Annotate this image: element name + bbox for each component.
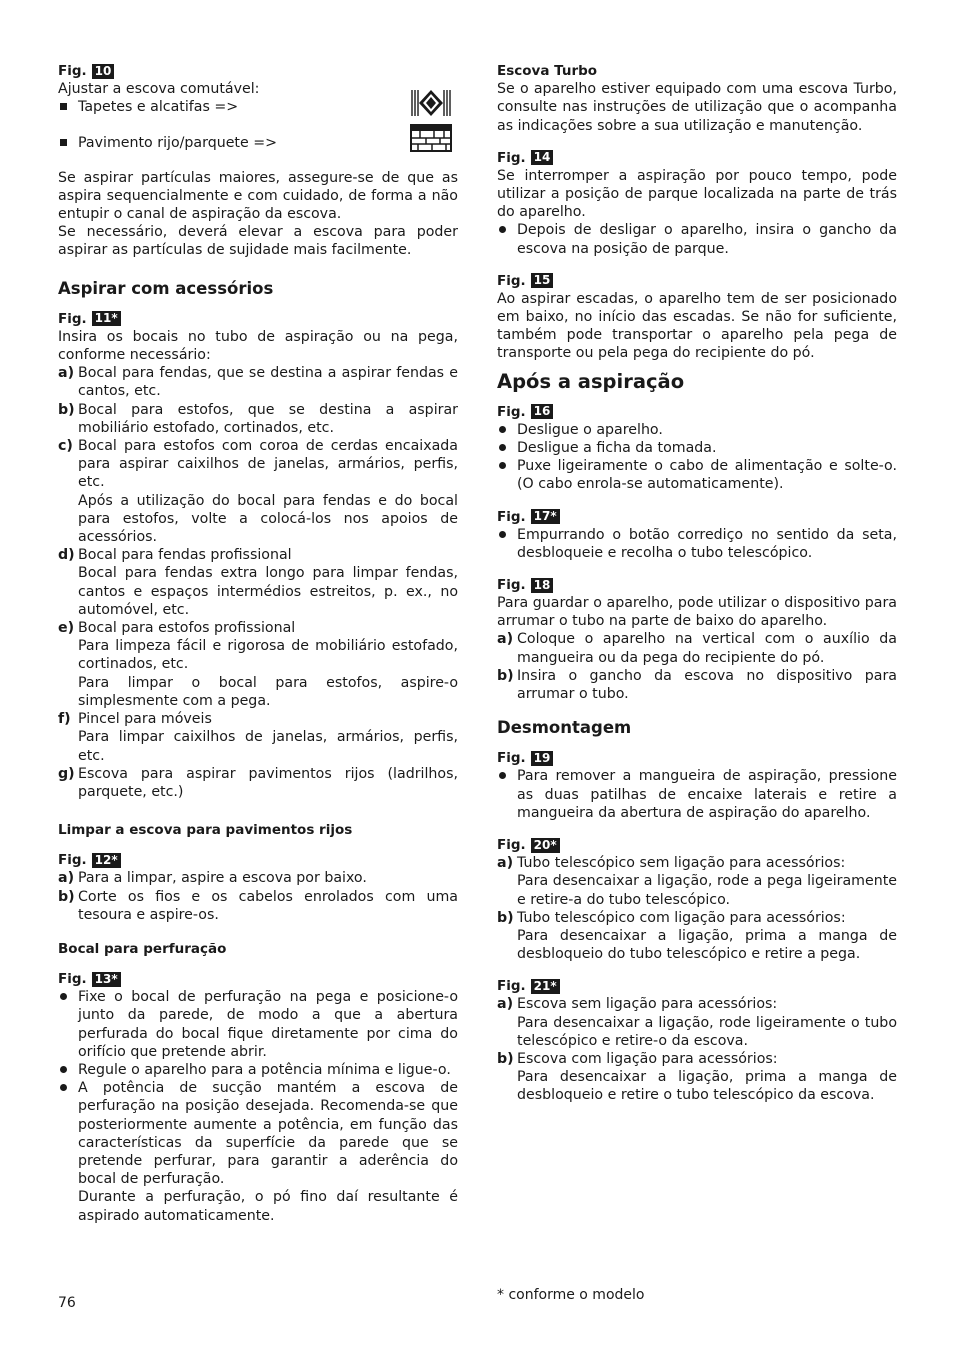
list-item: b) Insira o gancho da escova no dispositivo para arrumar o tubo. [497, 667, 897, 703]
bullet-icon [499, 772, 506, 779]
heading-clean-brush: Limpar a escova para pavimentos rijos [58, 822, 353, 839]
fig-16-label: Fig. 16 [497, 403, 897, 421]
fig-13-label: Fig. 13* [58, 970, 458, 988]
carpet-item: Tapetes e alcatifas => [58, 98, 458, 116]
fig-20-label: Fig. 20* [497, 836, 897, 854]
fig-15-label: Fig. 15 [497, 272, 897, 290]
list-item: b) Tubo telescópico com ligação para acessórios: Para desencaixar a ligação, prima a manga de desbloqueio do tubo telescópico e retire a pega. [497, 909, 897, 963]
list-item: Depois de desligar o aparelho, insira o gancho da escova na posição de parque. [497, 221, 897, 257]
accessories-intro: Insira os bocais no tubo de aspiração ou na pega, conforme necessário: [58, 328, 458, 364]
heading-turbo-brush: Escova Turbo [497, 63, 598, 79]
bullet-icon [499, 226, 506, 233]
stairs-text: Ao aspirar escadas, o aparelho tem de ser posicionado em baixo, no início das escadas. Se não for suficiente, também pode transportar o aparelho pela pega de transporte ou pela pega do recipiente do pó. [497, 290, 897, 362]
accessories-list [58, 364, 458, 801]
list-item: a) Escova sem ligação para acessórios: Para desencaixar a ligação, rode ligeiramente o tubo telescópico e retire-o da escova. [497, 996, 897, 1049]
bullet-icon [499, 531, 506, 538]
list-item: A potência de sucção mantém a escova de perfuração na posição desejada. Recomenda-se que posteriormente aumente a potência, em função das características da superfície da parede que se pretende perfurar, para garantir a aderência do bocal de perfuração. Durante a perfuração, o pó fino daí resultante é aspirado automaticamente. [58, 1079, 458, 1225]
list-item: a) Bocal para fendas, que se destina a aspirar fendas e cantos, etc. [58, 365, 458, 400]
list-item: Fixe o bocal de perfuração na pega e posicione-o junto da parede, de modo a que a abertura perfurada do bocal fique diretamente por cima do orifício que pretende abrir. [58, 988, 458, 1061]
brush-intro: Ajustar a escova comutável: [58, 81, 260, 97]
heading-accessories: Aspirar com acessórios [58, 278, 274, 298]
heading-disassembly: Desmontagem [497, 718, 632, 738]
list-item: a) Coloque o aparelho na vertical com o auxílio da mangueira ou da pega do recipiente do pó. [497, 631, 897, 666]
list-item: f) Pincel para móveis Para limpar caixilhos de janelas, armários, perfis, etc. [58, 711, 458, 764]
list-item: Para remover a mangueira de aspiração, pressione as duas patilhas de encaixe laterais e retire a mangueira da abertura de aspiração do aparelho. [497, 767, 897, 822]
list-item: Regule o aparelho para a potência mínima e ligue-o. [58, 1061, 458, 1079]
carpet-mode-icon [410, 88, 452, 118]
list-item: b) Escova com ligação para acessórios: Para desencaixar a ligação, prima a manga de desbloqueio e retire o tubo telescópico da escova. [497, 1050, 897, 1104]
fig-19-label: Fig. 19 [497, 749, 897, 767]
bullet-icon [499, 444, 506, 451]
list-item: Puxe ligeiramente o cabo de alimentação e solte-o. (O cabo enrola-se automaticamente). [497, 457, 897, 493]
raise-brush-text: Se necessário, deverá elevar a escova para poder aspirar as partículas de sujidade mais facilmente. [58, 224, 458, 259]
bullet-icon [60, 1084, 67, 1091]
heading-after-vacuuming: Após a aspiração [497, 369, 685, 393]
fig-17-label: Fig. 17* [497, 508, 897, 526]
fig-11-label: Fig. 11* [58, 310, 458, 328]
park-text: Se interromper a aspiração por pouco tempo, pode utilizar a posição de parque localizada na parte de trás do aparelho. [497, 167, 897, 221]
store-text: Para guardar o aparelho, pode utilizar o dispositivo para arrumar o tubo na parte de baixo do aparelho. [497, 595, 897, 630]
list-item: c) Bocal para estofos com coroa de cerdas encaixada para aspirar caixilhos de janelas, armários, perfis, etc. Após a utilização do bocal para fendas e do bocal para estofos, volte a colocá-los nos apoios de acessórios. [58, 438, 458, 546]
model-footnote: * conforme o modelo [497, 1287, 645, 1303]
fig-21-label: Fig. 21* [497, 977, 897, 995]
bullet-icon [499, 462, 506, 469]
hardfloor-item: Pavimento rijo/parquete => [58, 134, 458, 152]
left-column [58, 62, 458, 1225]
list-item: g) Escova para aspirar pavimentos rijos (ladrilhos, parquete, etc.) [58, 765, 458, 800]
fig-12-label: Fig. 12* [58, 851, 458, 869]
right-column [497, 62, 897, 1105]
bullet-icon [60, 993, 67, 1000]
large-particles-text: Se aspirar partículas maiores, assegure-se de que as aspira sequencialmente e com cuidado, de forma a não entupir o canal de aspiração da escova. [58, 169, 458, 223]
list-item: b) Corte os fios e os cabelos enrolados com uma tesoura e aspire-os. [58, 888, 458, 923]
bullet-icon [499, 426, 506, 433]
list-item: Empurrando o botão corrediço no sentido da seta, desbloqueie e recolha o tubo telescópico. [497, 526, 897, 562]
square-bullet-icon [60, 139, 67, 146]
fig-14-label: Fig. 14 [497, 149, 897, 167]
square-bullet-icon [60, 103, 67, 110]
fig-18-label: Fig. 18 [497, 576, 897, 594]
list-item: a) Tubo telescópico sem ligação para acessórios: Para desencaixar a ligação, rode a pega ligeiramente e retire-a do tubo telescópico. [497, 855, 897, 908]
heading-drill-nozzle: Bocal para perfuração [58, 940, 227, 957]
page-number: 76 [58, 1295, 76, 1311]
list-item: a) Para a limpar, aspire a escova por baixo. [58, 870, 367, 887]
fig-10-label: Fig. 10 [58, 62, 458, 80]
hardfloor-mode-icon [410, 124, 452, 152]
bullet-icon [60, 1066, 67, 1073]
list-item: b) Bocal para estofos, que se destina a aspirar mobiliário estofado, cortinados, etc. [58, 401, 458, 436]
list-item: Desligue o aparelho. [497, 421, 897, 439]
list-item: e) Bocal para estofos profissional Para limpeza fácil e rigorosa de mobiliário estofado, cortinados, etc. Para limpar o bocal para estofos, aspire-o simplesmente com a pega. [58, 620, 458, 709]
list-item: d) Bocal para fendas profissional Bocal para fendas extra longo para limpar fendas, cantos e espaços intermédios estreitos, p. ex., no automóvel, etc. [58, 547, 458, 618]
turbo-text: Se o aparelho estiver equipado com uma escova Turbo, consulte nas instruções de utilização que o acompanha as indicações sobre a sua utilização e manutenção. [497, 81, 897, 134]
list-item: Desligue a ficha da tomada. [497, 439, 897, 457]
